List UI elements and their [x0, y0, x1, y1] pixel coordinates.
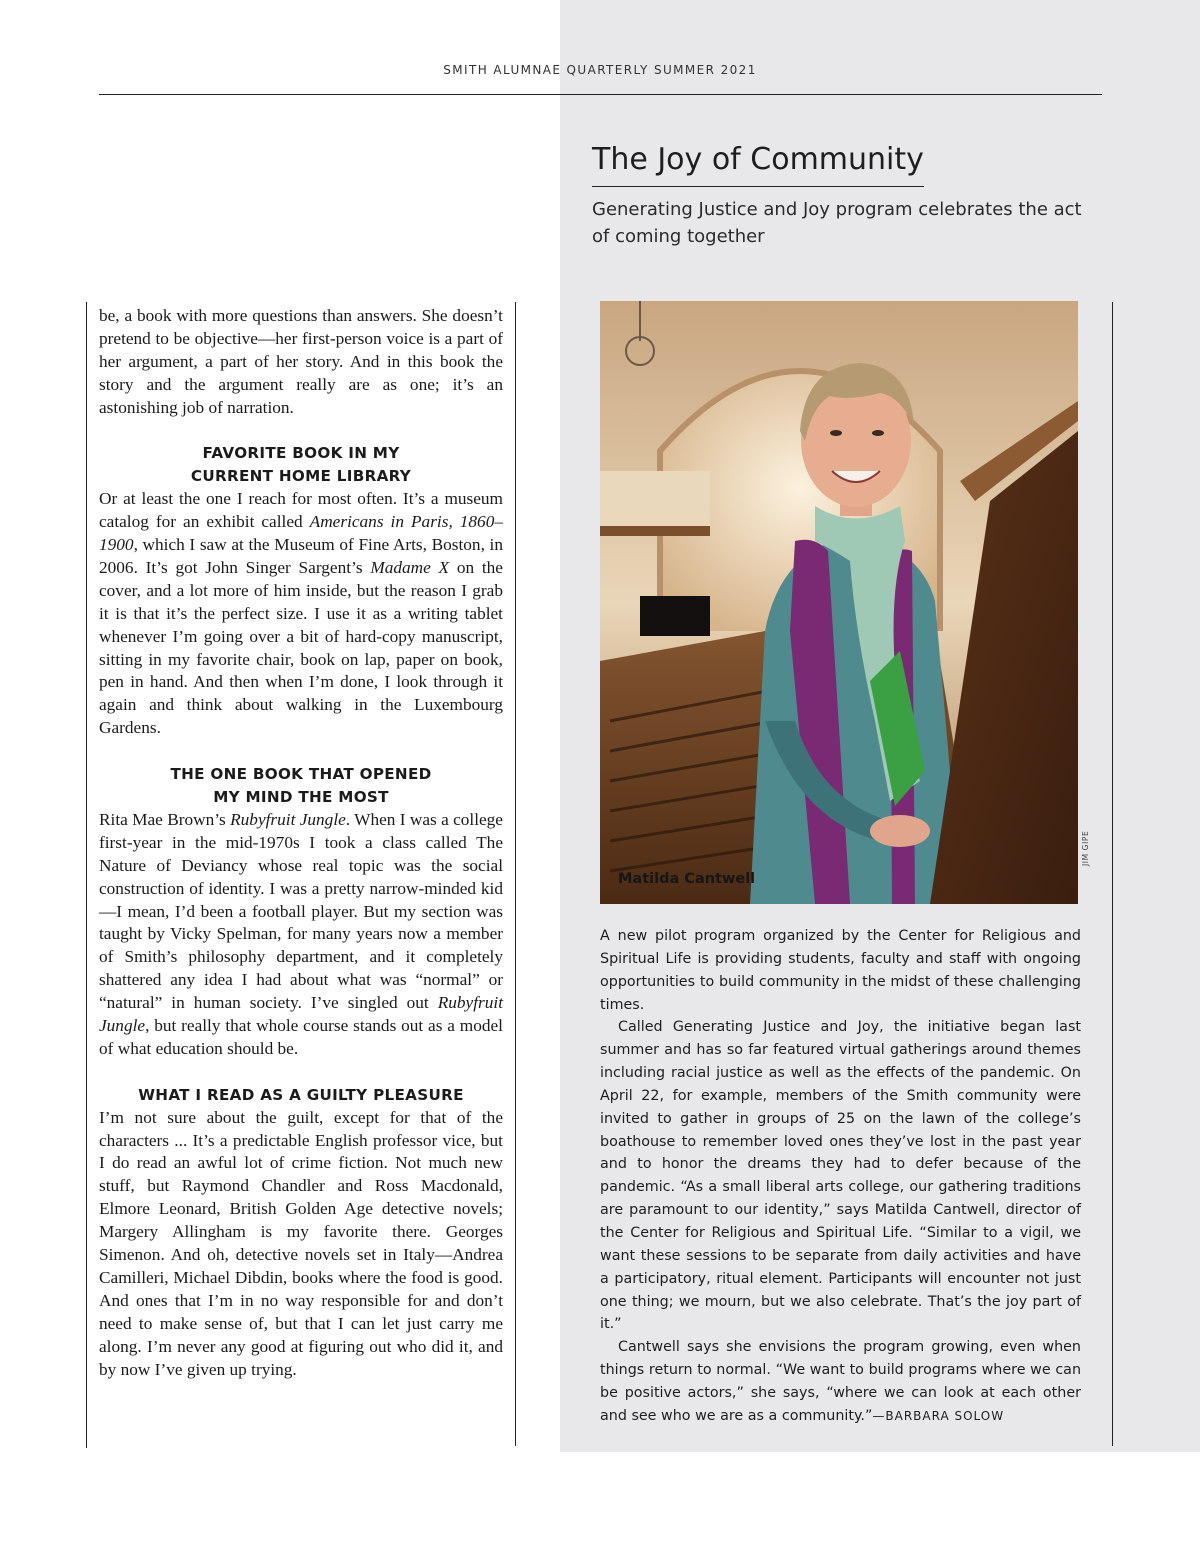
section-heading-guilty-pleasure: WHAT I READ AS A GUILTY PLEASURE — [138, 1085, 464, 1104]
favorite-book-paragraph: Or at least the one I reach for most often. It’s a museum catalog for an exhibit called Americans in Paris, 1860–1900, which I saw at the Museum of Fine Arts, Boston, in 2006. It’s got John Singer Sargent’s Madame X on the cover, and a lot more of him inside, but the reason I grab it is that it’s the perfect size. I use it as a writing tablet whenever I’m going over a bit of hard-copy manuscript, sitting in my favorite chair, book on lap, paper on book, pen in hand. And then when I’m done, I look through it again and think about walking in the Luxembourg Gardens. — [99, 489, 503, 738]
sidebar-title: The Joy of Community — [592, 140, 924, 187]
heading-line: CURRENT HOME LIBRARY — [190, 467, 412, 486]
opened-mind-paragraph: Rita Mae Brown’s Rubyfruit Jungle. When I was a college first-year in the mid-1970s I took a class called The Nature of Deviancy whose real topic was the social construction of identity. I was a pretty narrow-minded kid—I mean, I’d been a football player. But my section was taught by Vicky Spelman, for many years now a member of Smith’s philosophy department, and it completely shattered any idea I had about what was “normal” or “natural” in human society. I’ve singled out Rubyfruit Jungle, but really that whole course stands out as a model of what education should be. — [99, 809, 503, 1058]
section-heading-favorite-book — [99, 442, 503, 488]
heading-line: MY MIND THE MOST — [213, 788, 389, 806]
sidebar-paragraph: Cantwell says she envisions the program growing, even when things return to normal. “We want to build programs where we can be positive actors,” she says, “where we can look at each other and see who we are as a community.”—BARBARA SOLOW — [600, 1339, 1081, 1424]
portrait-photo — [600, 301, 1078, 904]
sidebar-body — [600, 925, 1081, 1428]
sidebar-paragraph: A new pilot program organized by the Center for Religious and Spiritual Life is providing students, faculty and staff with ongoing opportunities to build community in the midst of these challenging times. — [600, 928, 1081, 1013]
guilty-pleasure-paragraph: I’m not sure about the guilt, except for that of the characters ... It’s a predictable English professor vice, but I do read an awful lot of crime fiction. Not much new stuff, but Raymond Chandler and Ross Macdonald, Elmore Leonard, British Golden Age detective novels; Margery Allingham is my favorite there. Georges Simenon. And oh, detective novels set in Italy—Andrea Camilleri, Michael Dibdin, books where the food is good. And ones that I’m in no way responsible for and don’t need to make sense of, but that I can let just carry me along. I’m never any good at figuring out who did it, and by now I’ve given up trying. — [99, 1107, 503, 1379]
header-rule — [99, 94, 1102, 95]
photo-credit: JIM GIPE — [1081, 830, 1090, 866]
middle-column-rule — [515, 302, 516, 1446]
heading-line: THE ONE BOOK THAT OPENED — [170, 765, 432, 784]
right-column-rule — [1112, 302, 1113, 1446]
intro-paragraph: be, a book with more questions than answers. She doesn’t pretend to be objective—her first-person voice is a part of her argument, a part of her story. And in this book the story and the argument really are as one; it’s an astonishing job of narration. — [99, 306, 503, 417]
heading-line: FAVORITE BOOK IN MY — [202, 444, 400, 463]
left-column-article — [99, 305, 503, 1382]
byline: —BARBARA SOLOW — [872, 1408, 1005, 1423]
sidebar-subtitle: Generating Justice and Joy program celebrates the act of coming together — [592, 199, 1082, 247]
sidebar-paragraph: Called Generating Justice and Joy, the initiative began last summer and has so far featured virtual gatherings around themes including racial justice as well as the effects of the pandemic. On April 22, for example, members of the Smith community were invited to gather in groups of 25 on the lawn of the college’s boathouse to remember loved ones they’ve lost in the past year and to honor the dreams they had to defer because of the pandemic. “As a small liberal arts college, our gathering traditions are paramount to our identity,” says Matilda Cantwell, director of the Center for Religious and Spiritual Life. “Similar to a vigil, we want these sessions to be separate from daily activities and have a participatory, ritual element. Participants will encounter not just one thing; we mourn, but we also celebrate. That’s the joy part of it.” — [600, 1019, 1081, 1333]
running-head: SMITH ALUMNAE QUARTERLY SUMMER 2021 — [443, 63, 757, 77]
section-heading-opened-mind — [99, 763, 503, 809]
photo-caption: Matilda Cantwell — [618, 871, 756, 887]
left-column-rule — [86, 302, 87, 1448]
